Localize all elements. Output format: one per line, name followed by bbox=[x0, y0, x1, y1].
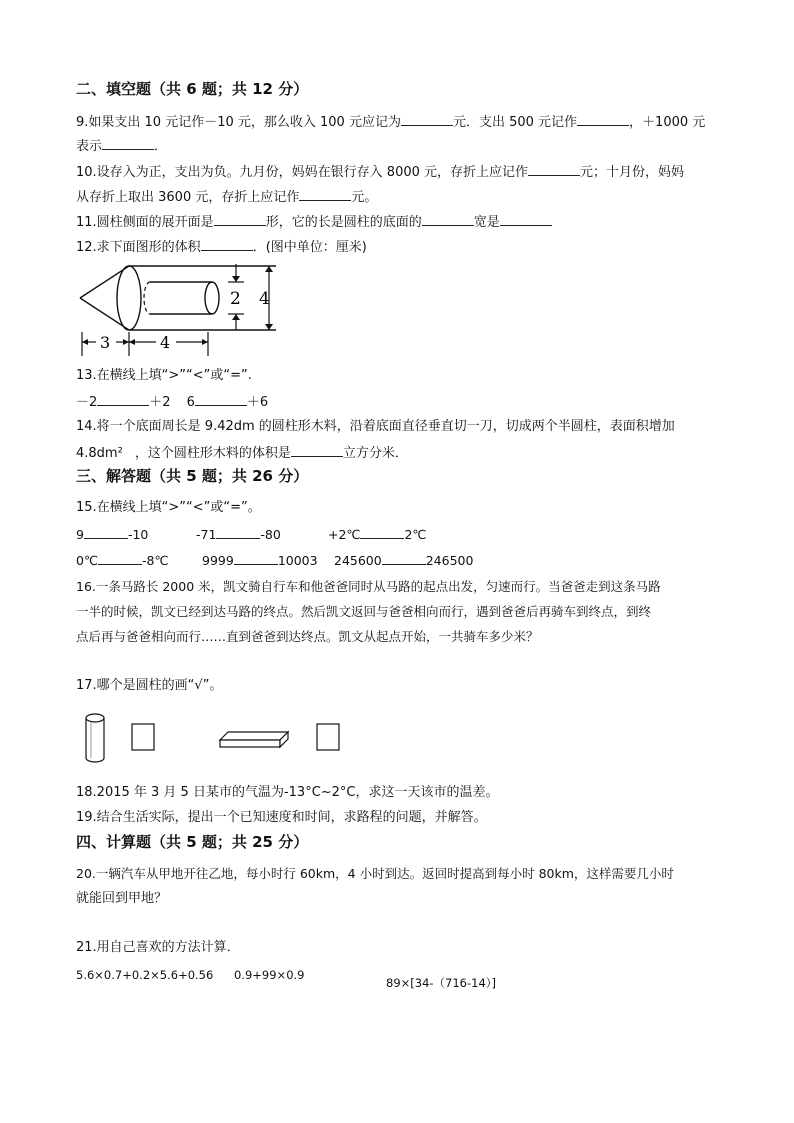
question-21: 21.用自己喜欢的方法计算． bbox=[76, 940, 240, 955]
answer-blank[interactable] bbox=[102, 135, 154, 150]
question-12 bbox=[76, 236, 367, 258]
question-17: 17.哪个是圆柱的画“√”。 bbox=[76, 678, 223, 693]
q13-item-1: －2 bbox=[76, 395, 98, 410]
answer-blank[interactable] bbox=[500, 211, 552, 226]
q21-expression-2: 0.9+99×0.9 bbox=[234, 968, 305, 982]
inner-right-ellipse bbox=[205, 282, 219, 314]
question-15: 15.在横线上填“>”“<”或“=”。 bbox=[76, 500, 261, 515]
q12-text-b: ．(图中单位：厘米) bbox=[252, 240, 367, 255]
cylinder-shape bbox=[86, 714, 104, 762]
question-11 bbox=[76, 211, 552, 233]
answer-blank[interactable] bbox=[214, 211, 266, 226]
dim-inner-diameter: 2 bbox=[230, 289, 241, 309]
q9-text-b: 元．支出 500 元记作 bbox=[452, 115, 578, 130]
answer-blank[interactable] bbox=[401, 111, 453, 126]
cuboid-shape bbox=[220, 732, 288, 747]
question-13: 13.在横线上填“>”“<”或“=”. bbox=[76, 368, 252, 383]
question-9-line-1 bbox=[76, 111, 705, 133]
question-14-line-1: 14.将一个底面周长是 9.42dm 的圆柱形木料，沿着底面直径垂直切一刀，切成两个半圆柱，表面积增加 bbox=[76, 419, 675, 434]
q21-expression-3: 89×[34-（716-14）] bbox=[386, 976, 497, 990]
answer-blank[interactable] bbox=[422, 211, 474, 226]
q9-text-e: ． bbox=[154, 139, 168, 154]
q15-row1-cell1: 9 -10 bbox=[76, 524, 148, 545]
q10-text-d: 元。 bbox=[351, 190, 378, 205]
checkbox-cuboid[interactable] bbox=[317, 724, 339, 750]
outer-ellipse bbox=[117, 266, 141, 330]
q11-text-b: 形，它的长是圆柱的底面的 bbox=[265, 215, 422, 230]
q15-row1-cell2: -71 -80 bbox=[196, 524, 281, 545]
answer-blank[interactable] bbox=[195, 391, 247, 406]
question-18: 18.2015 年 3 月 5 日某市的气温为-13°C~2°C，求这一天该市的温差。 bbox=[76, 785, 499, 800]
q12-text-a: 12.求下面图形的体积 bbox=[76, 240, 201, 255]
question-16-line-3: 点后再与爸爸相向而行……直到爸爸到达终点。凯文从起点开始，一共骑车多少米？ bbox=[76, 629, 539, 644]
answer-blank[interactable] bbox=[360, 524, 404, 539]
checkbox-cylinder[interactable] bbox=[132, 724, 154, 750]
q13-item-2: ＋2 bbox=[149, 395, 171, 410]
question-10-line-2 bbox=[76, 186, 377, 208]
dim-cylinder-length: 4 bbox=[160, 333, 171, 352]
answer-blank[interactable] bbox=[299, 186, 351, 201]
q9-text-d: 表示 bbox=[76, 139, 103, 154]
q17-shapes bbox=[80, 712, 350, 768]
question-14-line-2 bbox=[76, 442, 408, 464]
section-heading-solve: 三、解答题（共 5 题；共 26 分） bbox=[76, 467, 309, 485]
q15-row1-cell3: +2℃ 2℃ bbox=[328, 524, 426, 545]
q13-item-3: 6 bbox=[186, 395, 195, 410]
q15-row2-cell2: 9999 10003 bbox=[202, 550, 318, 571]
answer-blank[interactable] bbox=[84, 524, 128, 539]
dim-outer-diameter: 4 bbox=[259, 289, 270, 309]
q13-item-4: ＋6 bbox=[246, 395, 269, 410]
answer-blank[interactable] bbox=[528, 161, 580, 176]
q14-text-d: 立方分米． bbox=[342, 446, 408, 461]
question-19: 19.结合生活实际，提出一个已知速度和时间，求路程的问题，并解答。 bbox=[76, 810, 487, 825]
q10-text-c: 从存折上取出 3600 元，存折上应记作 bbox=[76, 190, 300, 205]
question-20-line-2: 就能回到甲地？ bbox=[76, 891, 168, 906]
q15-row2-cell3: 245600 246500 bbox=[334, 550, 473, 571]
cylinder-cone-figure bbox=[76, 258, 296, 360]
q15-row2-cell1: 0℃ -8℃ bbox=[76, 550, 169, 571]
answer-blank[interactable] bbox=[216, 524, 260, 539]
q11-text-a: 11.圆柱侧面的展开面是 bbox=[76, 215, 214, 230]
answer-blank[interactable] bbox=[382, 550, 426, 565]
q14-text-c: ，这个圆柱形木料的体积是 bbox=[134, 446, 291, 461]
dim-cone-length: 3 bbox=[100, 333, 111, 352]
q9-text-c: ，＋1000 元 bbox=[629, 115, 706, 130]
q14-text-b: 4.8dm² bbox=[76, 446, 123, 461]
q10-text-b: 元；十月份，妈妈 bbox=[580, 165, 685, 180]
question-16-line-1: 16.一条马路长 2000 米，凯文骑自行车和他爸爸同时从马路的起点出发，匀速而行。当爸爸走到这条马路 bbox=[76, 579, 661, 594]
q10-text-a: 10.设存入为正，支出为负。九月份，妈妈在银行存入 8000 元，存折上应记作 bbox=[76, 165, 529, 180]
question-16-line-2: 一半的时候，凯文已经到达马路的终点。然后凯文返回与爸爸相向而行，遇到爸爸后再骑车到终点，到终 bbox=[76, 604, 652, 619]
section-heading-fill-blank: 二、填空题（共 6 题；共 12 分） bbox=[76, 80, 309, 98]
question-9-line-2 bbox=[76, 135, 167, 157]
section-heading-calculation: 四、计算题（共 5 题；共 25 分） bbox=[76, 833, 309, 851]
answer-blank[interactable] bbox=[201, 236, 253, 251]
answer-blank[interactable] bbox=[97, 391, 149, 406]
answer-blank[interactable] bbox=[291, 442, 343, 457]
answer-blank[interactable] bbox=[577, 111, 629, 126]
q21-expression-1: 5.6×0.7+0.2×5.6+0.56 bbox=[76, 968, 214, 982]
inner-hidden-edge bbox=[144, 282, 150, 314]
question-13-row bbox=[76, 391, 268, 413]
question-20-line-1: 20.一辆汽车从甲地开往乙地，每小时行 60km，4 小时到达。返回时提高到每小时 80km，这样需要几小时 bbox=[76, 866, 674, 881]
answer-blank[interactable] bbox=[98, 550, 142, 565]
q11-text-c: 宽是 bbox=[473, 215, 500, 230]
question-10-line-1 bbox=[76, 161, 684, 183]
cone-outline bbox=[80, 266, 129, 330]
answer-blank[interactable] bbox=[234, 550, 278, 565]
q9-text-a: 9.如果支出 10 元记作－10 元，那么收入 100 元应记为 bbox=[76, 115, 401, 130]
